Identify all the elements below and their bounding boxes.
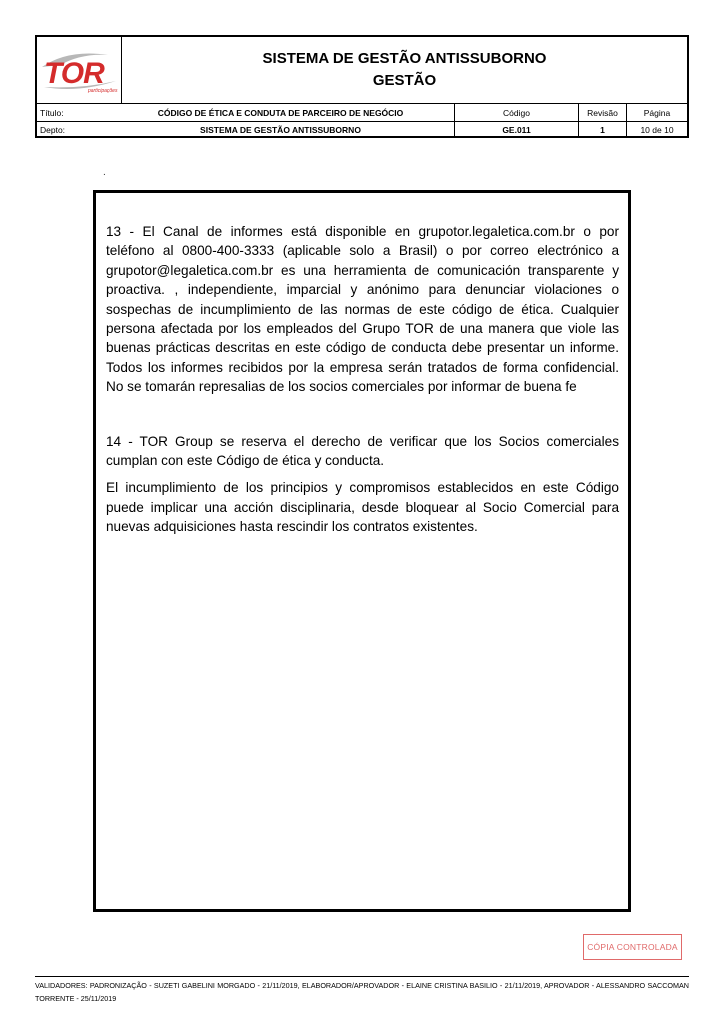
document-header <box>35 35 689 138</box>
footer-validators: VALIDADORES: PADRONIZAÇÃO - SUZETI GABELINI MORGADO - 21/11/2019, ELABORADOR/APROVADOR - ELAINE CRISTINA BASILIO - 21/11/2019, APROVADOR - ALESSANDRO SACCOMAN TORRENTE - 25/11/2019 <box>35 981 689 1003</box>
metadata-row-department <box>37 121 687 138</box>
footer-divider <box>35 976 689 977</box>
page-label: Página <box>643 107 671 118</box>
document-metadata-table <box>37 103 687 139</box>
controlled-copy-stamp: CÓPIA CONTROLADA <box>583 934 682 960</box>
paragraph-13: 13 - El Canal de informes está disponible en grupotor.legaletica.com.br o por teléfono al 0800-400-3333 (aplicable solo a Brasil) o por correo electrónico a grupotor@legaletica.com.br es una herramienta de comunicación transparente y proactiva. , independiente, imparcial y anónimo para denunciar violaciones o sospechas de incumplimiento de las normas de este código de ética. Cualquier persona afectada por los empleados del Grupo TOR de una manera que viole las buenas prácticas descritas en este código de conducta debe presentar un informe. Todos los informes recibidos por la empresa serán tratados de forma confidencial. No se tomarán represalias de los socios comerciales por informar de buena fe <box>106 224 619 395</box>
header-title-block <box>122 37 687 103</box>
title-label: Título: <box>40 107 64 118</box>
company-logo <box>37 37 122 103</box>
revision-value: 1 <box>579 121 627 138</box>
department-value: SISTEMA DE GESTÃO ANTISSUBORNO <box>107 121 455 138</box>
revision-label: Revisão <box>579 104 627 121</box>
content-frame <box>93 190 631 912</box>
system-title: SISTEMA DE GESTÃO ANTISSUBORNO <box>262 50 547 67</box>
tor-logo-icon <box>38 45 120 95</box>
svg-text:participações: participações <box>88 88 118 94</box>
svg-text:TOR: TOR <box>44 57 104 90</box>
paragraph-14: 14 - TOR Group se reserva el derecho de verificar que los Socios comerciales cumplan con este Código de ética y conducta. <box>106 433 619 469</box>
department-label: Depto: <box>40 124 66 135</box>
paragraph-14-continuation: El incumplimiento de los principios y compromisos establecidos en este Código puede implicar una acción disciplinaria, desde bloquear al Socio Comercial para nuevas adquisiciones hasta rescindir los contratos existentes. <box>106 480 619 535</box>
metadata-row-title <box>37 104 687 122</box>
code-label: Código <box>455 104 579 121</box>
stray-dot: . <box>103 167 106 178</box>
title-value: CÓDIGO DE ÉTICA E CONDUTA DE PARCEIRO DE NEGÓCIO <box>107 104 455 121</box>
code-value: GE.011 <box>455 121 579 138</box>
system-subtitle: GESTÃO <box>372 72 437 89</box>
page-value: 10 de 10 <box>640 124 674 135</box>
